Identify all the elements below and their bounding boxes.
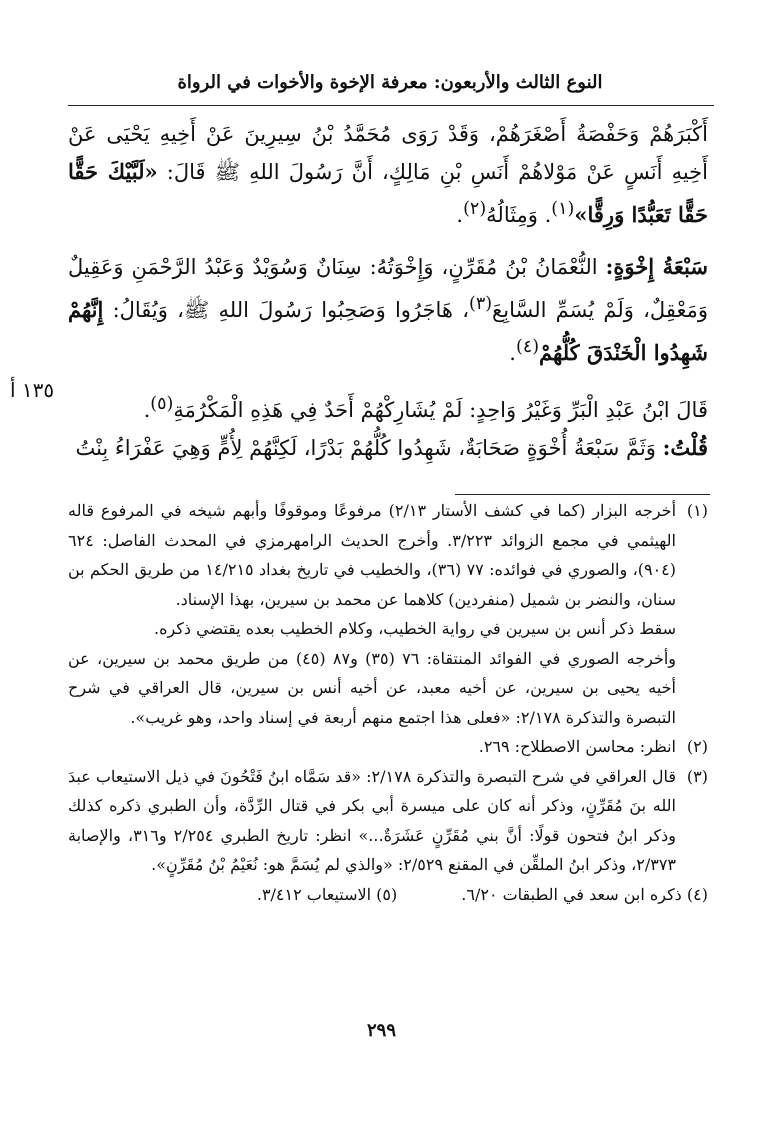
paragraph-1: أَكْبَرَهُمْ وَحَفْصَةُ أَصْغَرَهُمْ، وَقَدْ رَوَى مُحَمَّدُ بْنُ سِيرِينَ عَنْ أَخِيهِ يَحْيَى عَنْ أَخِيهِ أَنَسٍ عَنْ مَوْلاهُمْ أَنَسِ بْنِ مَالِكٍ، أَنَّ رَسُولَ اللهِ ﷺ قَالَ: «لَبَّيْكَ حَقًّا حَقًّا تَعَبُّدًا وَرِقًّا»$^{(١)}$. وَمِثَالُهُ$^{(٢)}$. xyxy=(68,122,708,227)
page-number: ٢٩٩ xyxy=(366,1020,396,1041)
footnote-ref-2: (٢) xyxy=(463,199,487,219)
footnote-2: (٢) انظر: محاسن الاصطلاح: ٢٦٩. xyxy=(478,737,708,756)
footnote-5: (٥) الاستيعاب ٣/٤١٢. xyxy=(256,884,398,904)
footnote-divider xyxy=(455,494,710,495)
footnote-1-cont-1: سقط ذكر أنس بن سيرين في رواية الخطيب، وكلام الخطيب بعده يقتضي ذكره. xyxy=(154,619,676,638)
footnote-1-cont-2: وأخرجه الصوري في الفوائد المنتقاة: ٧٦ (٣٥) و٨٧ (٤٥) من طريق محمد بن سيرين، عن أخيه يحيى بن سيرين، عن أخيه معبد، عن أخيه أنس بن سيرين، قال العراقي في شرح التبصرة والتذكرة ٢/١٧٨: «فعلى هذا اجتمع منهم أربعة في إسناد واحد، وهو غريب». xyxy=(68,648,677,727)
header-divider xyxy=(68,105,714,106)
hadith-quote: «لَبَّيْكَ حَقًّا حَقًّا تَعَبُّدًا وَرِقًّا» xyxy=(68,159,708,227)
main-text xyxy=(68,116,708,467)
footnote-ref-5: (٥) xyxy=(150,394,174,414)
manuscript-folio-marker: ١٣٥ أ xyxy=(10,378,55,402)
paragraph-3: قَالَ ابْنُ عَبْدِ الْبَرِّ وَغَيْرُ وَاحِدٍ: لَمْ يُشَارِكْهُمْ أَحَدٌ فِي هَذِهِ الْمَكْرُمَةِ$^{(٥)}$. xyxy=(143,394,708,422)
footnotes xyxy=(68,496,708,909)
footnotes-4-5 xyxy=(68,880,708,910)
footnote-ref-1: (١) xyxy=(551,199,575,219)
footnote-3: (٣) قال العراقي في شرح التبصرة والتذكرة ٢/١٧٨: «قد سَمَّاه ابنُ فَتْحُونَ في ذيل الاستيعاب عبدَ الله بنَ مُقَرِّنٍ، وذكر أنه كان على ميسرة أبي بكر في قتال الرِّدَّة، وأن الطبري ذكره كذلك وذكر ابنُ فتحون قولًا: أنَّ بني مُقَرِّنٍ عَشَرَةٌ...» انظر: تاريخ الطبري ٢/٢٥٤ و٣١٦، والإصابة ٢/٣٧٣، وذكر ابنُ الملقِّن في المقنع ٢/٥٢٩: «والذي لم يُسَمَّ هو: نُعَيْمُ بْنُ مُقَرِّنٍ». xyxy=(68,766,708,874)
footnote-1: (١) أخرجه البزار (كما في كشف الأستار ٢/١٣) مرفوعًا وموقوفًا وأبهم شيخه في المرفوع قاله الهيثمي في مجمع الزوائد ٣/٢٢٣. وأخرج الحديث الرامهرمزي في المحدث الفاصل: ٦٢٤ (٩٠٤)، والصوري في فوائده: ٧٧ (٣٦)، والخطيب في تاريخ بغداد ١٤/٢١٥ من طريق الحكم بن سنان، والنضر بن شميل (منفردين) كلاهما عن محمد بن سيرين، بهذا الإسناد. xyxy=(68,501,708,609)
qultu-lead: قُلْتُ: xyxy=(662,435,708,460)
footnote-4: (٤) ذكره ابن سعد في الطبقات ٦/٢٠. xyxy=(461,884,708,904)
footnote-ref-3: (٣) xyxy=(468,294,493,314)
paragraph-4: قُلْتُ: وَثَمَّ سَبْعَةُ أُخْوَةٍ صَحَابَةٌ، شَهِدُوا كُلُّهُمْ بَدْرًا، لَكِنَّهُمْ لِأُمٍّ وَهِيَ عَفْرَاءُ بِنْتُ xyxy=(75,435,708,460)
footnote-ref-4: (٤) xyxy=(515,337,540,357)
paragraph-2: سَبْعَةُ إِخْوَةٍ: النُّعْمَانُ بْنُ مُقَرِّنٍ، وَإِخْوَتُهُ: سِنَانٌ وَسُوَيْدٌ وَعَبْدُ الرَّحْمَنِ وَعَقِيلٌ وَمَعْقِلٌ، وَلَمْ يُسَمِّ السَّابِعَ$^{(٣)}$، هَاجَرُوا وَصَحِبُوا رَسُولَ اللهِ ﷺ، وَيُقَالُ: إِنَّهُمْ شَهِدُوا الْخَنْدَقَ كُلُّهُمْ$^{(٤)}$. xyxy=(68,254,708,365)
running-header: النوع الثالث والأربعون: معرفة الإخوة والأخوات في الرواة xyxy=(177,72,603,93)
section-lead: سَبْعَةُ إِخْوَةٍ: xyxy=(605,254,708,279)
